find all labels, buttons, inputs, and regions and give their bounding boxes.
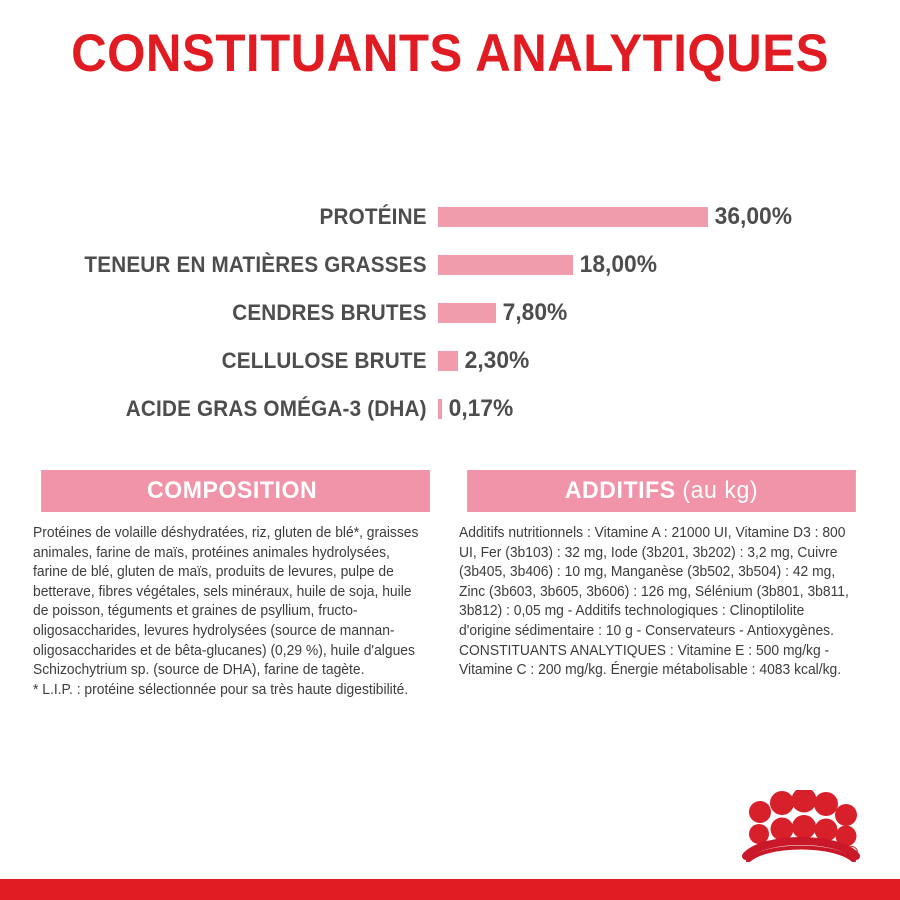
chart-label-cendres-brutes: CENDRES BRUTES xyxy=(232,300,427,325)
ingredient-panels xyxy=(33,470,869,700)
chart-barwrap xyxy=(438,397,900,421)
chart-bar-cellulose-brute xyxy=(438,351,458,371)
chart-bar-proteine xyxy=(438,207,708,227)
page-title: CONSTITUANTS ANALYTIQUES xyxy=(71,24,829,83)
chart-value-matieres-grasses: 18,00% xyxy=(579,251,657,278)
composition-panel-header xyxy=(41,470,430,512)
chart-label-matieres-grasses: TENEUR EN MATIÈRES GRASSES xyxy=(84,252,427,277)
additifs-panel-header xyxy=(467,470,856,512)
chart-row xyxy=(0,241,900,289)
registered-trademark-icon: ® xyxy=(845,846,858,859)
composition-panel-body xyxy=(33,512,426,700)
chart-value-cendres-brutes: 7,80% xyxy=(502,299,568,326)
chart-barwrap xyxy=(438,349,900,373)
additifs-header-label: ADDITIFS xyxy=(564,477,676,504)
additifs-panel xyxy=(459,470,864,700)
chart-row xyxy=(0,385,900,433)
chart-barwrap xyxy=(438,301,900,325)
bottom-brand-bar xyxy=(0,879,900,900)
composition-text: Protéines de volaille déshydratées, riz, gluten de blé*, graisses animales, farine de maïs, protéines animales hydrolysées, farine de blé, gluten de maïs, produits de levures, pulpe de betterave, fibres végétales, sels minéraux, huile de soja, huile de poisson, téguments et graines de psyllium, fructo-oligosaccharides, levures hydrolysées (source de mannan-oligosaccharides et de bêta-glucanes) (0,29 %), huile d'algues Schizochytrium sp. (source de DHA), farine de tagète. xyxy=(33,525,419,679)
chart-label-cellulose-brute: CELLULOSE BRUTE xyxy=(221,348,427,373)
chart-label-proteine: PROTÉINE xyxy=(319,204,427,229)
royal-canin-crown-logo xyxy=(742,790,860,862)
crown-icon xyxy=(742,790,860,862)
additifs-panel-body xyxy=(459,512,852,681)
chart-row xyxy=(0,289,900,337)
chart-value-cellulose-brute: 2,30% xyxy=(464,347,530,374)
chart-row xyxy=(0,337,900,385)
analytical-constituents-chart xyxy=(0,193,900,433)
chart-barwrap xyxy=(438,253,900,277)
chart-bar-matieres-grasses xyxy=(438,255,573,275)
additifs-text: Additifs nutritionnels : Vitamine A : 21000 UI, Vitamine D3 : 800 UI, Fer (3b103) : 32 mg, Iode (3b201, 3b202) : 3,2 mg, Cuivre (3b405, 3b406) : 10 mg, Manganèse (3b502, 3b504) : 42 mg, Zinc (3b603, 3b605, 3b606) : 126 mg, Sélénium (3b801, 3b811, 3b812) : 0,05 mg - Additifs technologiques : Clinoptilolite d'origine sédimentaire : 10 g - Conservateurs - Antioxygènes. CONSTITUANTS ANALYTIQUES : Vitamine E : 500 mg/kg - Vitamine C : 200 mg/kg. Énergie métabolisable : 4083 kcal/kg. xyxy=(459,525,849,679)
chart-label-omega-3-dha: ACIDE GRAS OMÉGA-3 (DHA) xyxy=(125,396,427,421)
chart-value-proteine: 36,00% xyxy=(714,203,792,230)
chart-row xyxy=(0,193,900,241)
composition-footnote: * L.I.P. : protéine sélectionnée pour sa très haute digestibilité. xyxy=(33,681,409,698)
composition-header-label: COMPOSITION xyxy=(147,477,318,504)
additifs-header-sub: (au kg) xyxy=(682,477,759,504)
chart-barwrap xyxy=(438,205,900,229)
composition-panel xyxy=(33,470,438,700)
chart-bar-cendres-brutes xyxy=(438,303,496,323)
chart-value-omega-3-dha: 0,17% xyxy=(448,395,514,422)
